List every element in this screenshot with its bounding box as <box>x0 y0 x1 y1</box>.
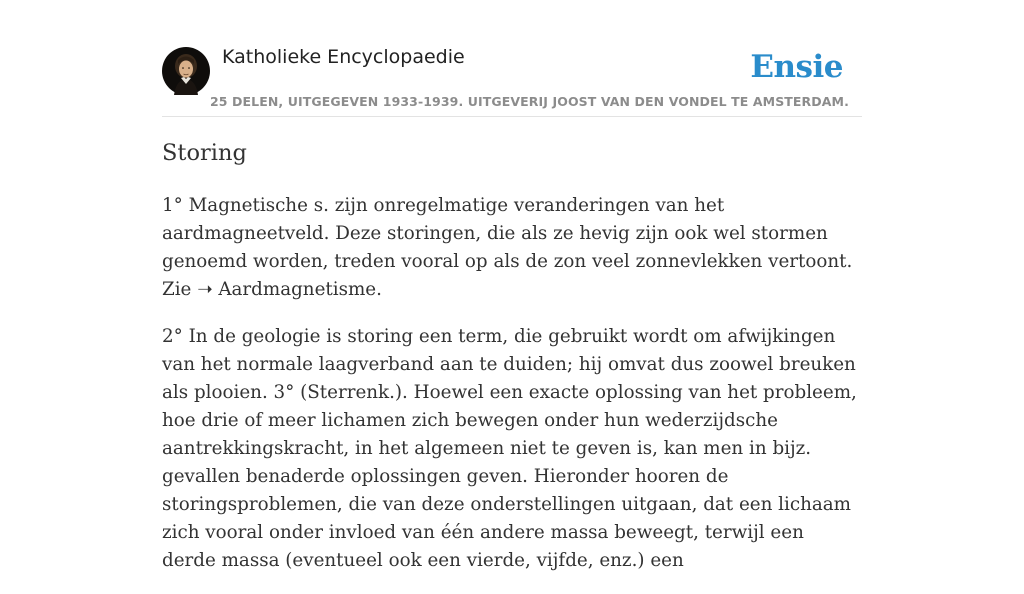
paragraph-1-text: 1° Magnetische s. zijn onregelmatige veranderingen van het aardmagneetveld. Deze storingen, die als ze hevig zijn ook wel stormen genoemd worden, treden vooral op als de zon veel zonnevlekken vertoont. Zie <box>162 195 853 300</box>
aardmagnetisme-link[interactable]: ➝ Aardmagnetisme. <box>197 279 382 300</box>
paragraph-1 <box>162 192 862 304</box>
article-title: Storing <box>162 140 247 166</box>
article-body <box>162 192 862 594</box>
portrait-avatar-icon[interactable] <box>162 47 210 95</box>
source-header <box>162 46 862 117</box>
source-meta: 25 DELEN, UITGEGEVEN 1933-1939. UITGEVERIJ JOOST VAN DEN VONDEL TE AMSTERDAM. <box>210 94 849 109</box>
paragraph-2: 2° In de geologie is storing een term, die gebruikt wordt om afwijkingen van het normale laagverband aan te duiden; hij omvat dus zoowel breuken als plooien. 3° (Sterrenk.). Hoewel een exacte oplossing van het probleem, hoe drie of meer lichamen zich bewegen onder hun wederzijdsche aantrekkingskracht, in het algemeen niet te geven is, kan men in bijz. gevallen benaderde oplossingen geven. Hieronder hooren de storingsproblemen, die van deze onderstellingen uitgaan, dat een lichaam zich vooral onder invloed van één andere massa beweegt, terwijl een derde massa (eventueel ook een vierde, vijfde, enz.) een <box>162 326 857 571</box>
ensie-logo[interactable]: Ensie <box>750 49 843 85</box>
source-title[interactable]: Katholieke Encyclopaedie <box>222 46 465 68</box>
